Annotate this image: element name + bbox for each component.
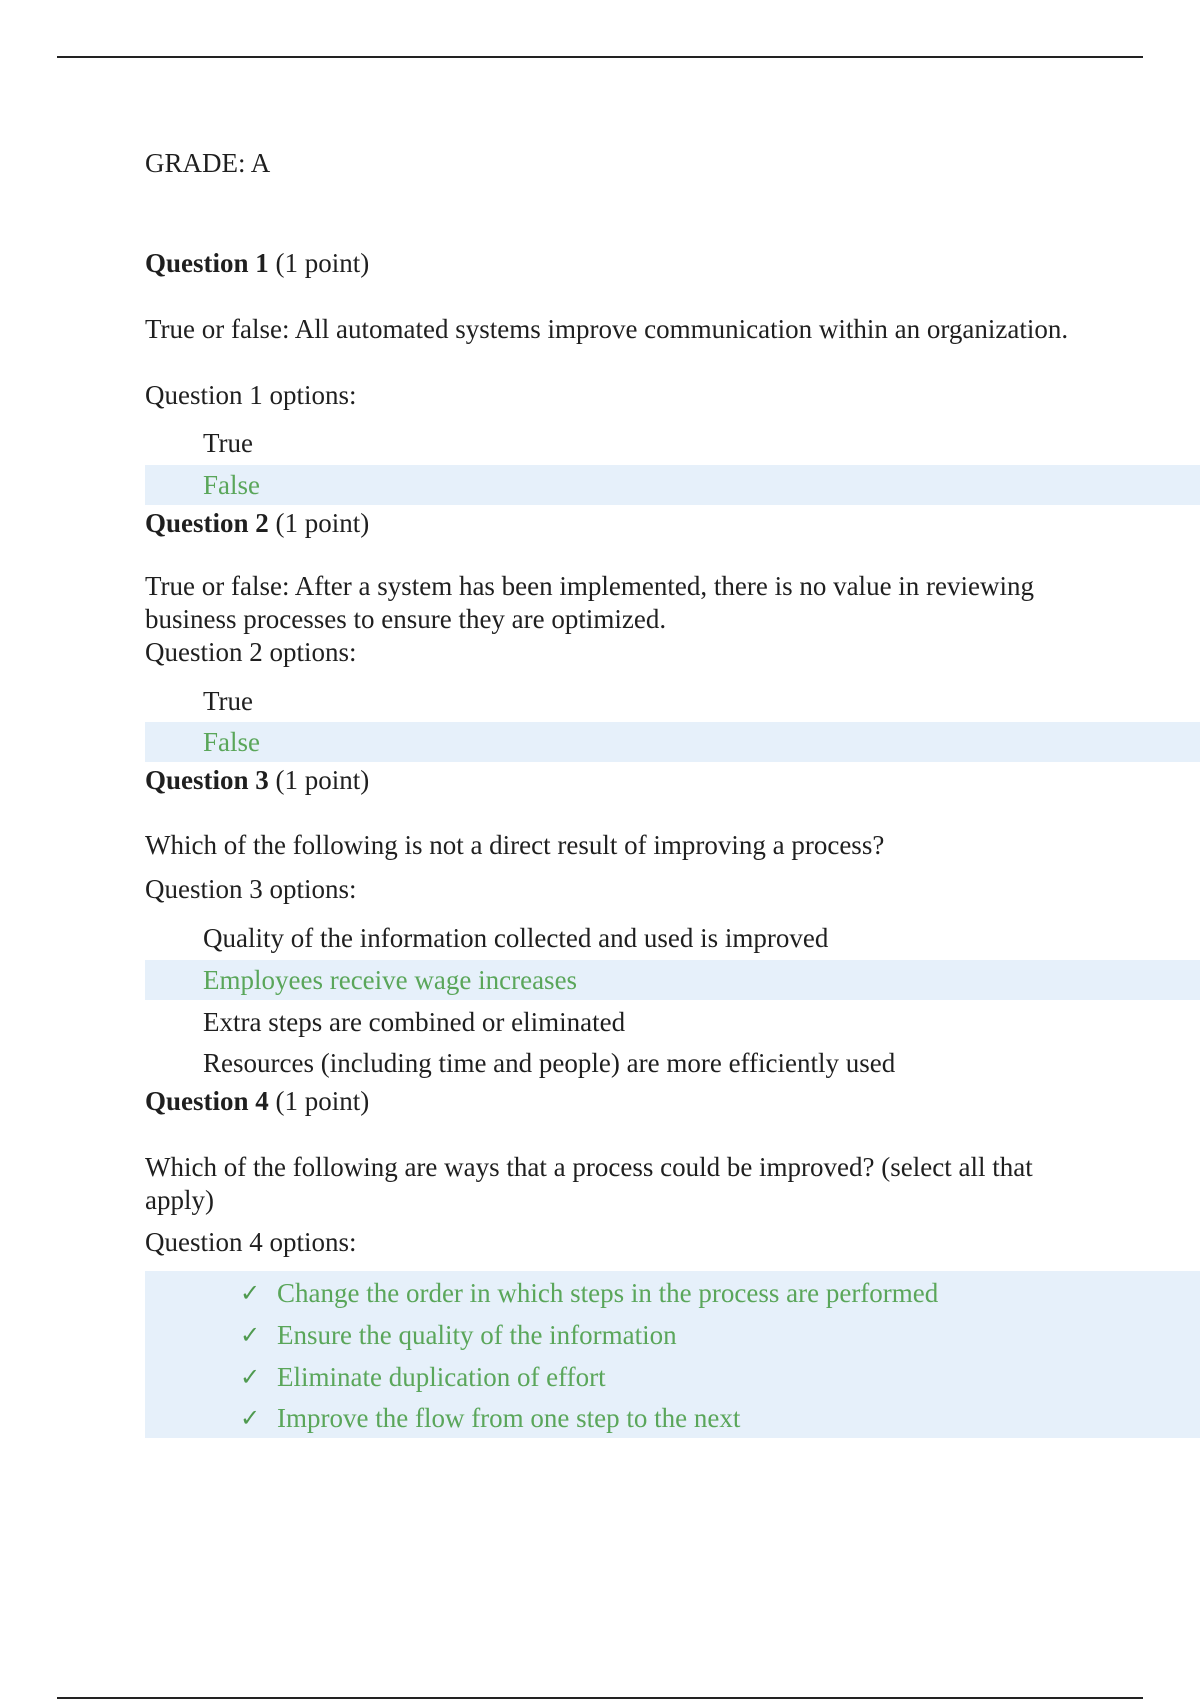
option-label: Ensure the quality of the information — [277, 1320, 677, 1350]
option-label: Extra steps are combined or eliminated — [203, 1007, 626, 1037]
option-label: True — [203, 428, 254, 458]
top-divider — [57, 56, 1143, 58]
option-extra-steps[interactable] — [145, 1002, 1200, 1042]
checkmark-icon: ✓ — [240, 1404, 261, 1432]
option-true[interactable] — [145, 681, 1200, 721]
checkmark-icon: ✓ — [240, 1363, 261, 1391]
option-improve-flow-correct[interactable] — [145, 1398, 1200, 1438]
options-label: Question 3 options: — [145, 874, 357, 904]
option-label: Improve the flow from one step to the next — [277, 1403, 741, 1433]
question-points: (1 point) — [268, 248, 370, 278]
question-text: True or false: After a system has been implemented, there is no value in reviewing business processes to ensure they are optimized. — [145, 571, 1035, 634]
option-false-correct[interactable] — [145, 465, 1200, 505]
question-text: True or false: All automated systems improve communication within an organization. — [145, 314, 1069, 344]
option-resources[interactable] — [145, 1043, 1200, 1083]
options-label: Question 2 options: — [145, 637, 357, 667]
option-label: Employees receive wage increases — [203, 965, 578, 995]
options-label: Question 1 options: — [145, 380, 357, 410]
bottom-divider — [57, 1697, 1143, 1699]
option-label: Change the order in which steps in the process are performed — [277, 1278, 939, 1308]
option-false-correct[interactable] — [145, 722, 1200, 762]
question-title: Question 1 — [145, 248, 269, 278]
question-points: (1 point) — [268, 765, 370, 795]
grade-label: GRADE: A — [145, 148, 271, 178]
options-label: Question 4 options: — [145, 1227, 357, 1257]
option-label: Resources (including time and people) are more efficiently used — [203, 1048, 896, 1078]
question-title: Question 2 — [145, 508, 269, 538]
question-header — [145, 762, 369, 798]
checkmark-icon: ✓ — [240, 1321, 261, 1349]
option-ensure-quality-correct[interactable] — [145, 1315, 1200, 1355]
option-change-order-correct[interactable] — [145, 1273, 1200, 1313]
option-wage-increases-correct[interactable] — [145, 960, 1200, 1000]
option-label: True — [203, 686, 254, 716]
question-header — [145, 505, 369, 541]
question-header — [145, 245, 369, 281]
question-text: Which of the following are ways that a process could be improved? (select all that apply) — [145, 1152, 1033, 1215]
question-points: (1 point) — [268, 508, 370, 538]
option-label: False — [203, 727, 260, 757]
checkmark-icon: ✓ — [240, 1279, 261, 1307]
question-title: Question 4 — [145, 1086, 269, 1116]
question-header — [145, 1083, 369, 1119]
question-title: Question 3 — [145, 765, 269, 795]
option-quality-improved[interactable] — [145, 918, 1200, 958]
option-label: Eliminate duplication of effort — [277, 1362, 606, 1392]
question-points: (1 point) — [268, 1086, 370, 1116]
question-text: Which of the following is not a direct result of improving a process? — [145, 830, 885, 860]
correct-options-block — [145, 1271, 1200, 1438]
option-true[interactable] — [145, 423, 1200, 463]
option-label: False — [203, 470, 260, 500]
option-label: Quality of the information collected and used is improved — [203, 923, 829, 953]
option-eliminate-duplication-correct[interactable] — [145, 1357, 1200, 1397]
